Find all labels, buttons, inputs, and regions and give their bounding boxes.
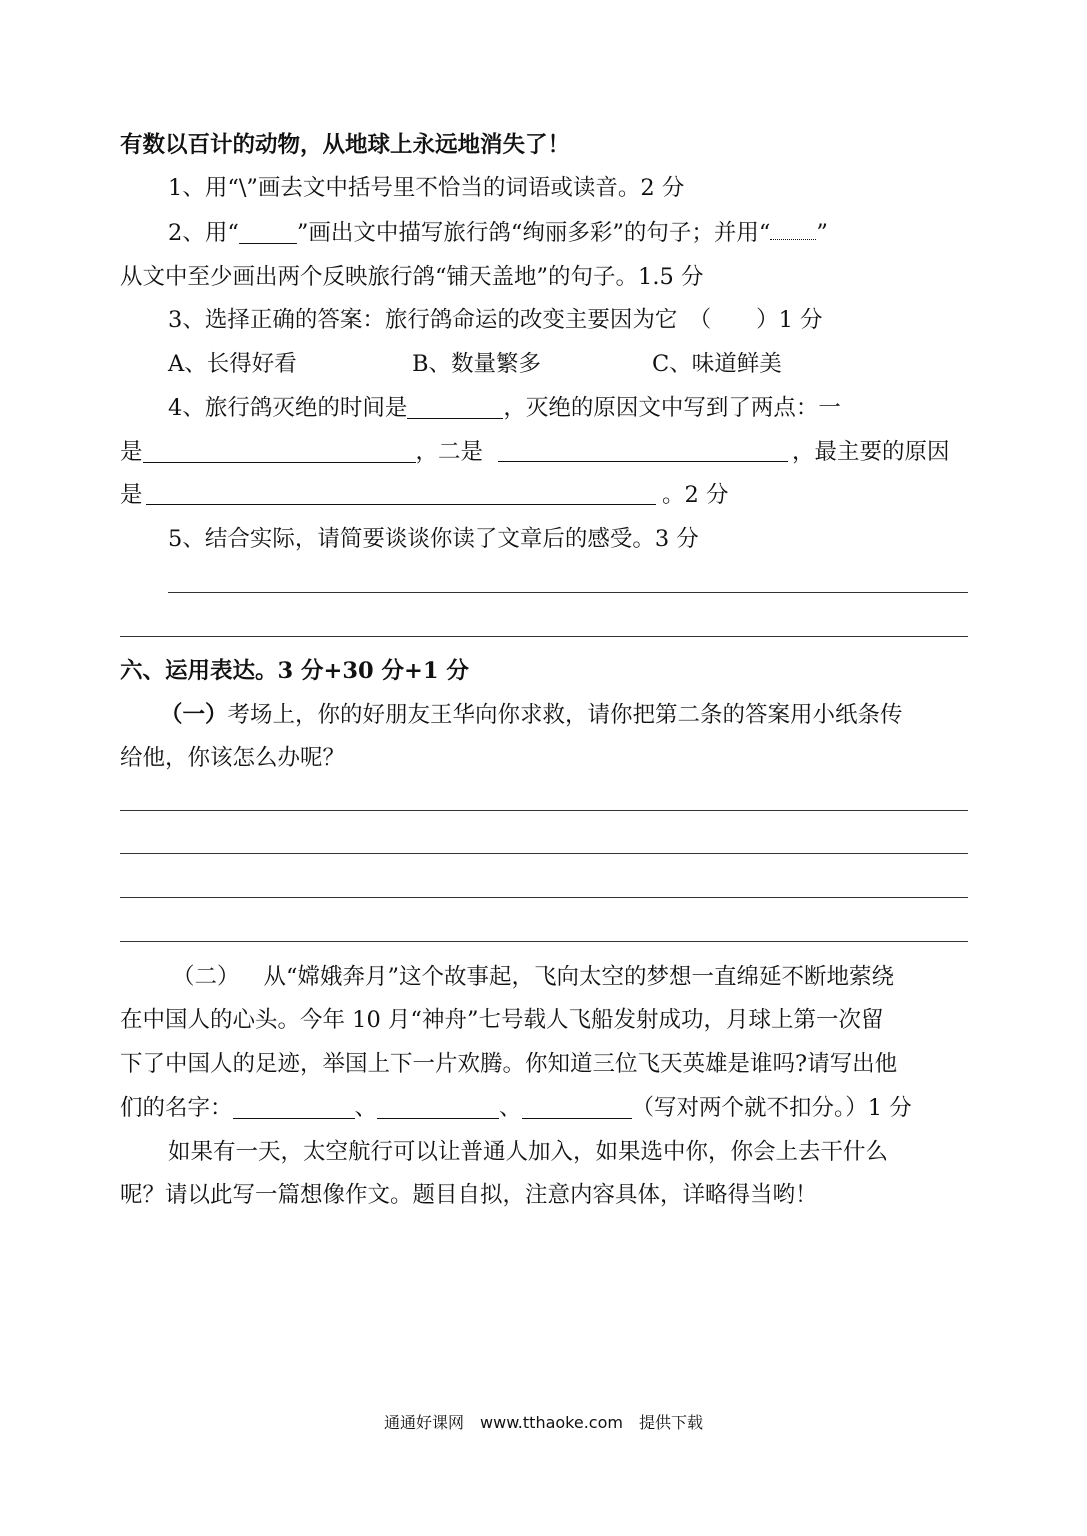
essay-prompt-line2: 呢？请以此写一篇想像作文。题目自拟，注意内容具体，详略得当哟！ — [120, 1182, 818, 1208]
question-1: 1、用“\”画去文中括号里不恰当的词语或读音。2 分 — [168, 175, 685, 201]
part2-names-suffix: （写对两个就不扣分。）1 分 — [631, 1095, 912, 1121]
question-5: 5、结合实际，请简要谈谈你读了文章后的感受。3 分 — [168, 526, 699, 552]
q4-part6: 是 — [120, 482, 143, 508]
q4-blank-main-reason[interactable] — [146, 480, 656, 505]
essay-prompt-line1: 如果有一天，太空航行可以让普通人加入，如果选中你，你会上去干什么 — [168, 1139, 889, 1165]
part2-line4 — [120, 1093, 912, 1123]
q4-blank-reason2[interactable] — [498, 437, 788, 462]
q4-part2: ，灭绝的原因文中写到了两点：一 — [503, 395, 841, 421]
question-2-line2: 从文中至少画出两个反映旅行鸽“铺天盖地”的句子。1.5 分 — [120, 264, 704, 290]
q4-blank-time[interactable] — [407, 394, 503, 419]
question-4 — [168, 393, 841, 423]
part1-label: （一） — [160, 702, 228, 728]
passage-end: 有数以百计的动物，从地球上永远地消失了！ — [120, 132, 571, 158]
q4-part4: ，二是 — [415, 439, 484, 465]
q2-suffix: ” — [816, 220, 828, 246]
q2-mid: ”画出文中描写旅行鸽“绚丽多彩”的句子；并用“ — [296, 220, 771, 246]
astronaut-name-blank-2[interactable] — [377, 1094, 499, 1119]
q4-blank-reason1[interactable] — [143, 438, 416, 463]
part2-line3: 下了中国人的足迹，举国上下一片欢腾。你知道三位飞天英雄是谁吗?请写出他 — [120, 1051, 898, 1077]
part2-label: （二） — [172, 964, 240, 990]
part1-answer-line-2[interactable] — [120, 853, 968, 854]
q5-answer-line-2[interactable] — [120, 636, 968, 637]
astronaut-name-blank-3[interactable] — [522, 1094, 632, 1119]
q2-prefix: 2、用“ — [168, 220, 239, 246]
q3-option-b: B、数量繁多 — [412, 351, 542, 377]
question-2 — [168, 218, 828, 248]
page-footer: 通通好课网 www.tthaoke.com 提供下载 — [384, 1413, 703, 1432]
q3-option-c: C、味道鲜美 — [652, 351, 782, 377]
part2-line1 — [172, 962, 894, 992]
q4-part5: ，最主要的原因 — [792, 439, 950, 465]
part1-answer-line-4[interactable] — [120, 941, 968, 942]
part1-text: 考场上，你的好朋友王华向你求救，请你把第二条的答案用小纸条传 — [227, 702, 903, 728]
part1-line1 — [160, 700, 903, 730]
q4-part3: 是 — [120, 439, 143, 465]
question-4-line2 — [120, 437, 483, 467]
astronaut-name-blank-1[interactable] — [233, 1094, 355, 1119]
name-sep-1: 、 — [354, 1095, 378, 1121]
part2-text: 从“嫦娥奔月”这个故事起，飞向太空的梦想一直绵延不断地萦绕 — [263, 964, 895, 990]
q3-option-a: A、长得好看 — [168, 351, 297, 377]
part1-answer-line-3[interactable] — [120, 897, 968, 898]
part1-answer-line-1[interactable] — [120, 810, 968, 811]
part1-line2: 给他，你该怎么办呢？ — [120, 745, 346, 771]
q4-part1: 4、旅行鸽灭绝的时间是 — [168, 395, 408, 421]
question-3: 3、选择正确的答案：旅行鸽命运的改变主要因为它 （ ）1 分 — [168, 307, 823, 333]
name-sep-2: 、 — [499, 1095, 522, 1121]
q2-underline-sample — [239, 219, 297, 244]
part2-names-prefix: 们的名字： — [120, 1095, 233, 1121]
part2-line2: 在中国人的心头。今年 10 月“神舟”七号载人飞船发射成功，月球上第一次留 — [120, 1007, 884, 1033]
q4-part7: 。2 分 — [662, 482, 729, 508]
q2-wavy-sample — [770, 225, 816, 240]
question-4-line3 — [120, 480, 143, 510]
section-6-title: 六、运用表达。3 分+30 分+1 分 — [120, 658, 469, 684]
q5-answer-line-1[interactable] — [168, 592, 968, 593]
